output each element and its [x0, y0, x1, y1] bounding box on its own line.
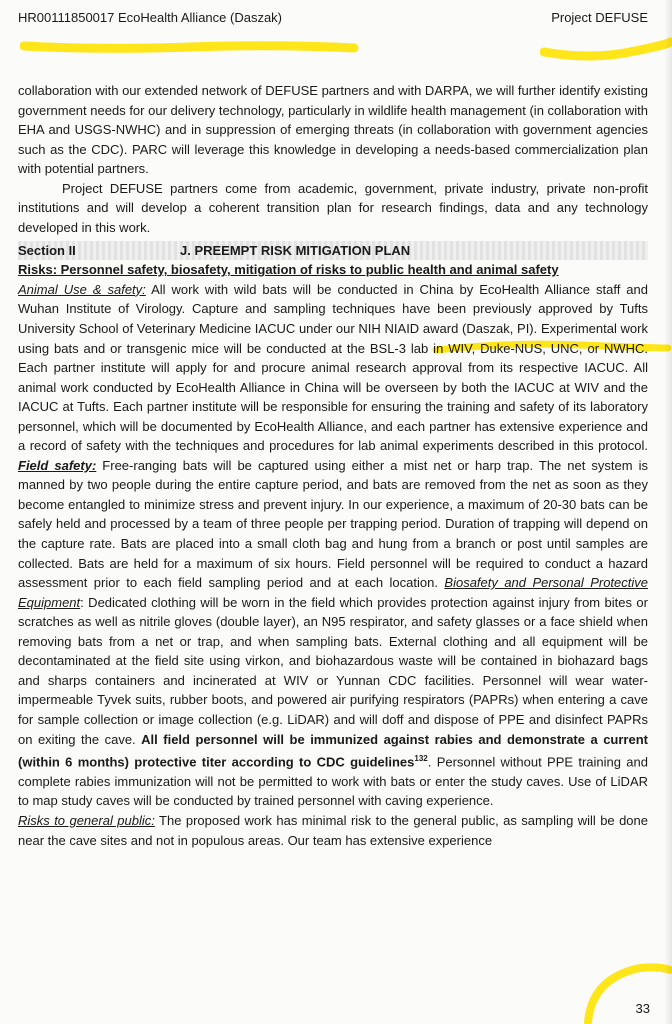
biosafety-text: : Dedicated clothing will be worn in the field which provides protection against injury from bites or scratches as well as nitrile gloves (double layer), an N95 respirator, and safety glasses or a face shield when removing bats from a net or trap, and when sampling bats. External clothing and all equipment will be decontaminated at the field site using virkon, and biohazardous waste will be contained in biohazard bags and sharps containers and incinerated at WIV or Yunnan CDC facilities. Personnel will wear water-impermeable Tyvek suits, rubber boots, and powered air purifying respirators (PAPRs) when entering a cave for sample collection or image collection (e.g. LiDAR) and will doff and dispose of PPE and disinfect PAPRs on exiting the cave.	[18, 594, 648, 747]
page-edge-shadow	[664, 0, 672, 1024]
section-heading-bar	[18, 241, 648, 260]
highlighter-mark-header-left	[20, 36, 360, 56]
body-text	[18, 81, 648, 850]
header-project-name: Project DEFUSE	[551, 10, 648, 25]
rabies-requirement-text: All field personnel will be immunized against rabies and demonstrate a current (within 6 months) protective titer according to CDC guidelines	[18, 731, 648, 770]
section-title: J. PREEMPT RISK MITIGATION PLAN	[180, 243, 411, 259]
public-risk-label: Risks to general public:	[18, 813, 155, 829]
page-number: 33	[635, 1001, 650, 1016]
intro-paragraph-2: Project DEFUSE partners come from academic, government, private industry, private non-profit institutions and will develop a coherent transition plan for research findings, data and any technology developed in this work.	[18, 180, 648, 235]
highlighter-mark-header-right	[540, 36, 672, 66]
field-safety-text: Free-ranging bats will be captured using either a mist net or harp trap. The net system is manned by two people during the entire capture period, and bats are removed from the net as soon as they become entangled to minimize stress and prevent injury. In our experience, a maximum of 20-30 bats can be safely held and processed by a team of three people per trapping period. Duration of trapping will depend on the capture rate. Bats are placed into a small cloth bag and hung from a branch or post until samples are collected. Bats are held for a maximum of six hours. Field personnel will be required to conduct a hazard assessment prior to each field sampling period and at each location.	[18, 457, 648, 591]
animal-use-text: All work with wild bats will be conducted in China by EcoHealth Alliance staff and Wuhan Institute of Virology. Capture and sampling techniques have been previously approved by Tufts University School of Veterinary Medicine IACUC under our NIH NIAID award (Daszak, PI). Experimental work using bats and or transgenic mice will be conducted at the BSL-3 lab in WIV, Duke-NUS, UNC, or NWHC. Each partner institute will apply for and procure animal research approval from its respective IACUC. All animal work conducted by EcoHealth Alliance in China will be overseen by both the IACUC at WIV and the IACUC at Tufts. Each partner institute will be responsible for ensuring the training and safety of its laboratory personnel, which will be documented by EcoHealth Alliance, and each partner has extensive experience and a record of safety with the techniques and procedures for lab animal experiments described in this protocol.	[18, 281, 649, 454]
citation-superscript: 132	[414, 754, 428, 764]
risks-heading: Risks: Personnel safety, biosafety, mitigation of risks to public health and animal safety	[18, 262, 559, 278]
section-label: Section II	[18, 243, 76, 259]
public-risk-paragraph	[18, 811, 648, 850]
animal-use-label: Animal Use & safety:	[18, 281, 146, 297]
public-risk-text: The proposed work has minimal risk to the general public, as sampling will be done near the cave sites and not in populous areas. Our team has extensive experience	[18, 813, 648, 848]
risk-mitigation-paragraph	[18, 280, 648, 811]
personnel-training-text: . Personnel without PPE training and complete rabies immunization will not be permitted to work with bats or enter the study caves. Use of LiDAR to map study caves will be conducted by trained personnel with caving experience.	[18, 754, 648, 809]
header-doc-id: HR00111850017 EcoHealth Alliance (Daszak)	[18, 10, 283, 25]
biosafety-label: Biosafety and Personal Protective Equipment	[18, 575, 649, 610]
intro-paragraph-1: collaboration with our extended network of DEFUSE partners and with DARPA, we will further identify existing government needs for our delivery technology, particularly in wildlife health management (in collaboration with EHA and USGS-NWHC) and in suppression of emerging threats (in collaboration with government agencies such as the CDC). PARC will leverage this knowledge in developing a needs-based commercialization plan with potential partners.	[18, 83, 648, 177]
field-safety-label: Field safety:	[18, 457, 97, 473]
highlighter-mark-page-corner	[580, 960, 672, 1024]
